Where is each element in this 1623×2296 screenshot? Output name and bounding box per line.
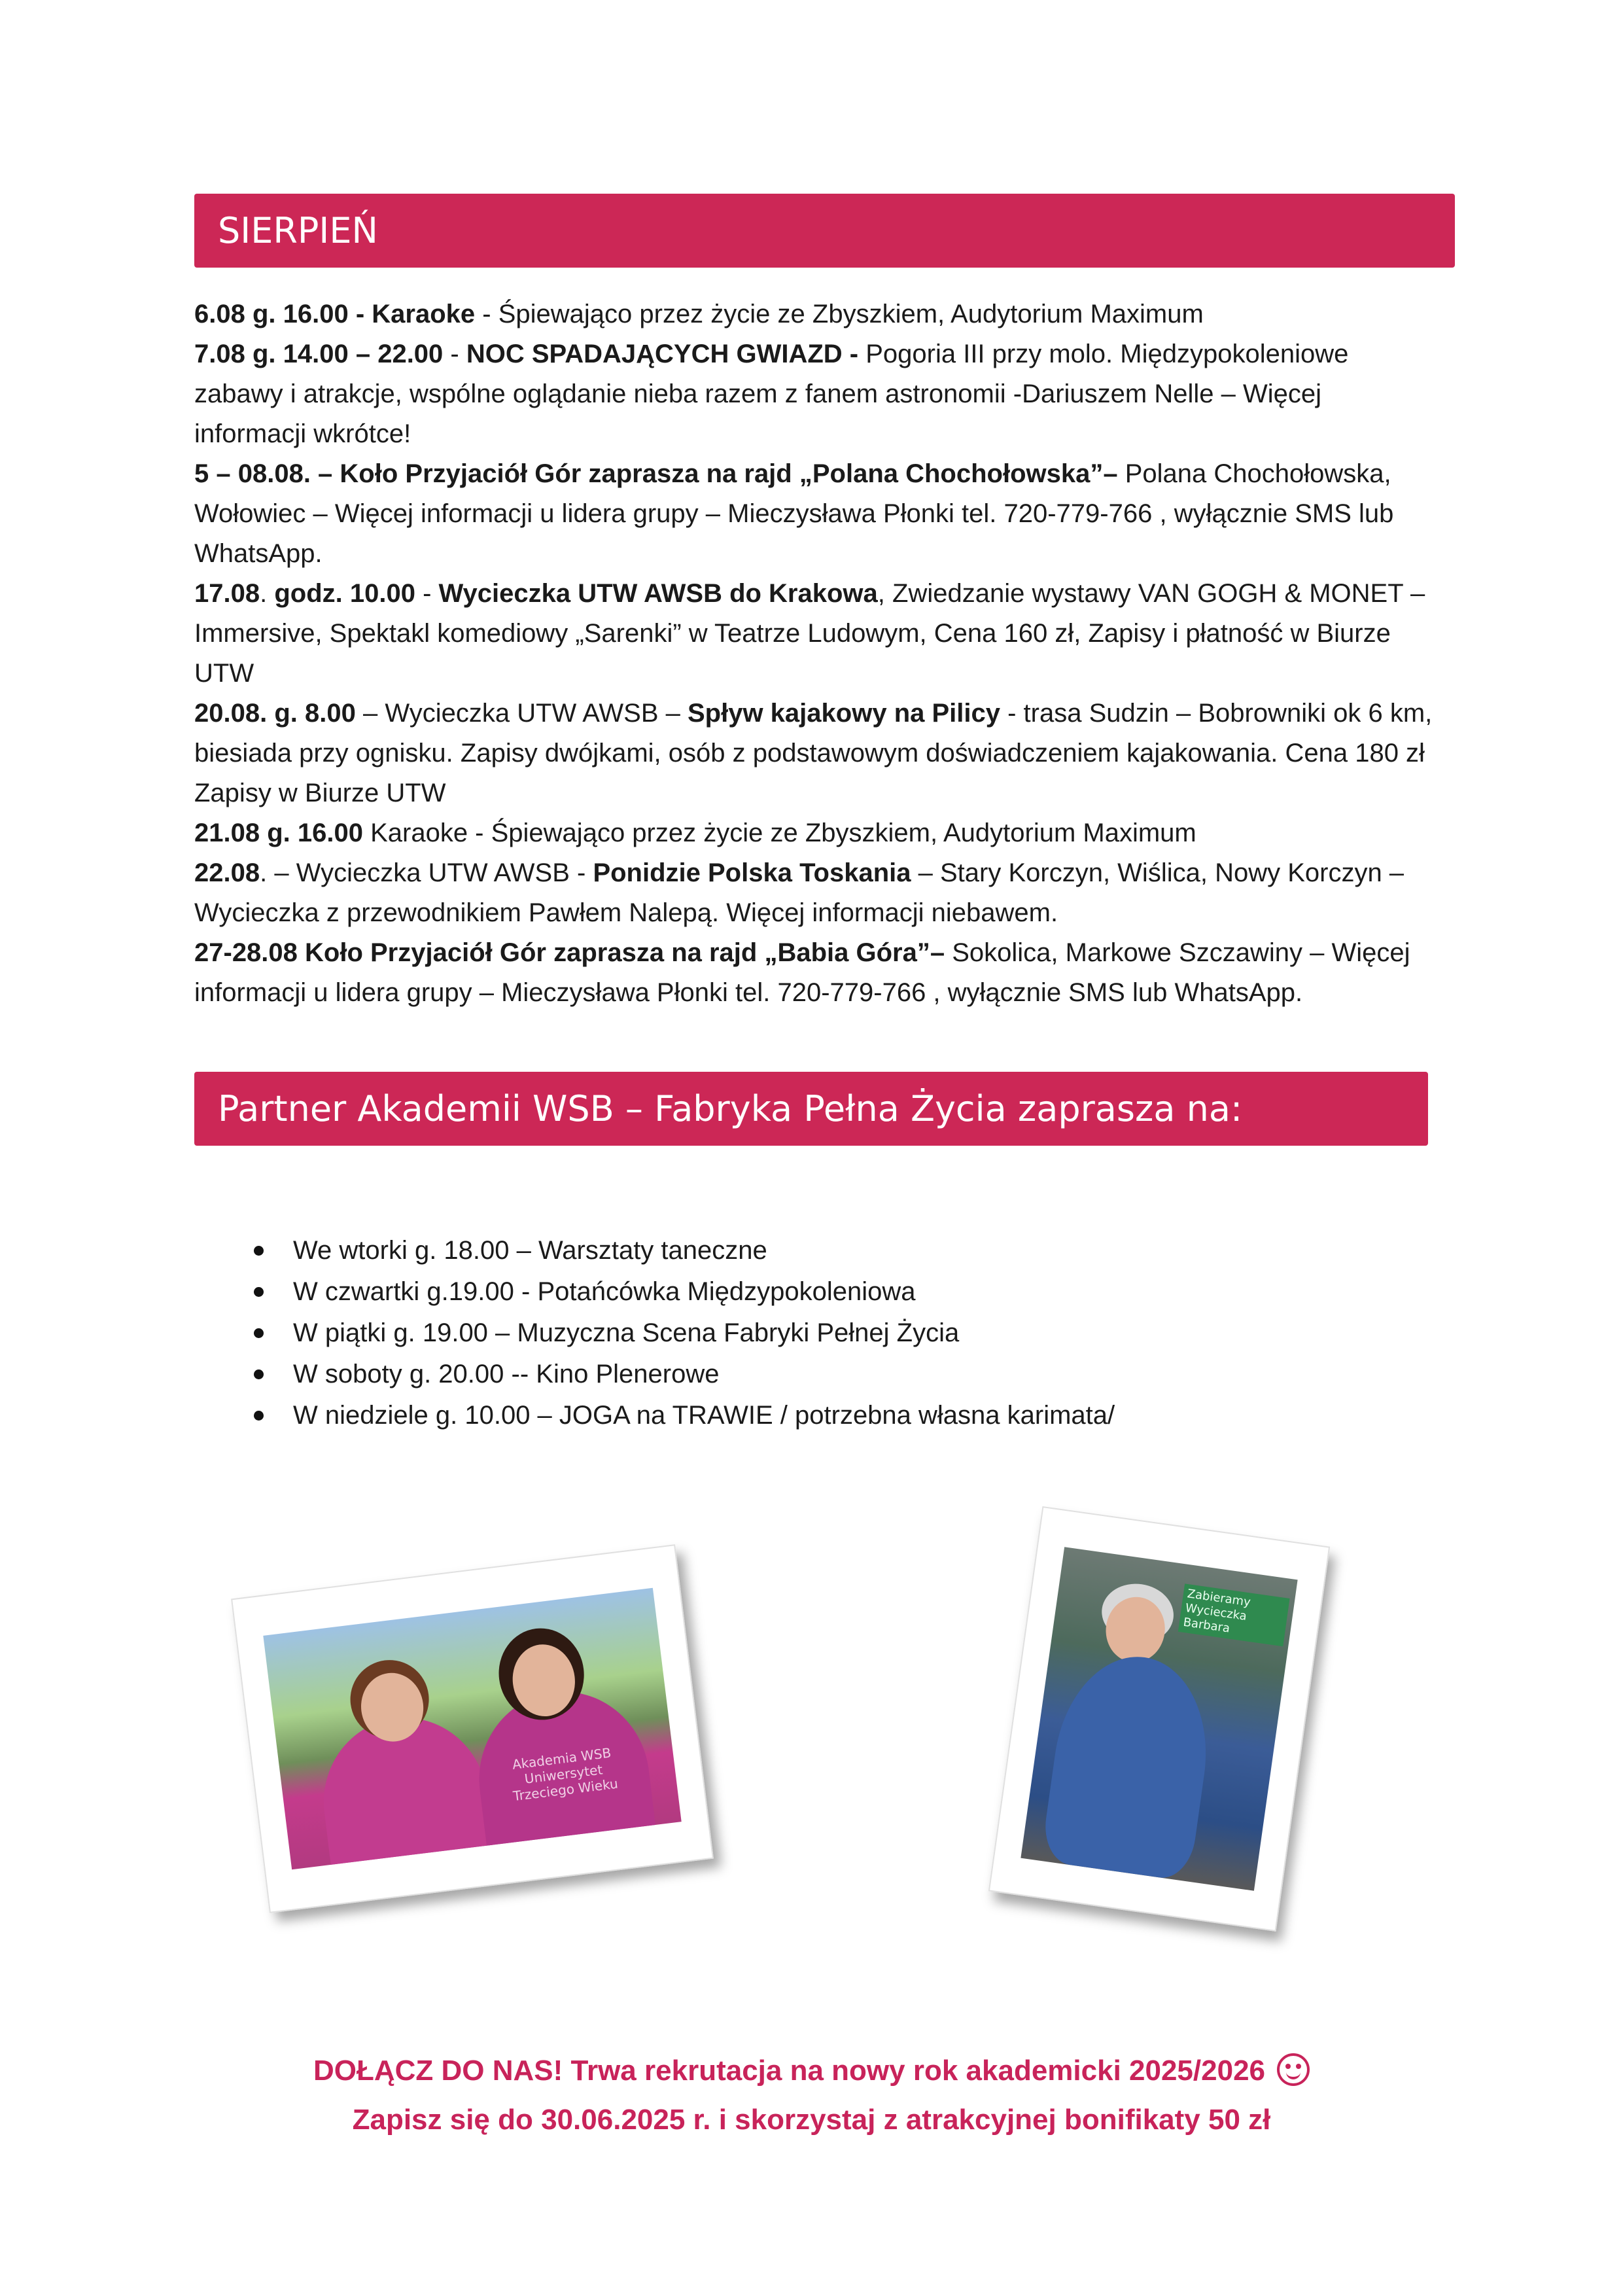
list-item: We wtorki g. 18.00 – Warsztaty taneczne — [254, 1230, 1431, 1271]
event-item: 21.08 g. 16.00 Karaoke - Śpiewająco przez życie ze Zbyszkiem, Audytorium Maximum — [194, 819, 1196, 847]
list-item: W soboty g. 20.00 -- Kino Plenerowe — [254, 1354, 1431, 1395]
partner-activity-list — [254, 1230, 1431, 1436]
event-item: 22.08. – Wycieczka UTW AWSB - Ponidzie Polska Toskania – Stary Korczyn, Wiślica, Nowy Korczyn – Wycieczka z przewodnikiem Pawłem Nalepą. Więcej informacji niebawem. — [194, 858, 1405, 927]
photo-karaoke — [1021, 1547, 1297, 1890]
bullet-icon — [254, 1328, 264, 1338]
bullet-icon — [254, 1287, 264, 1297]
event-item: 7.08 g. 14.00 – 22.00 - NOC SPADAJĄCYCH GWIAZD - Pogoria III przy molo. Międzypokoleniowe zabawy i atrakcje, wspólne oglądanie nieba razem z fanem astronomii -Dariuszem Nelle – Więcej informacji wkrótce! — [194, 340, 1349, 448]
bullet-icon — [254, 1411, 264, 1421]
event-item: 6.08 g. 16.00 - Karaoke - Śpiewająco przez życie ze Zbyszkiem, Audytorium Maximum — [194, 300, 1204, 328]
section-header-august — [194, 194, 1455, 268]
list-item: W piątki g. 19.00 – Muzyczna Scena Fabryki Pełnej Życia — [254, 1313, 1431, 1354]
recruitment-line: DOŁĄCZ DO NAS! Trwa rekrutacja na nowy rok akademicki 2025/2026 — [0, 2055, 1623, 2089]
photo-women-frame — [231, 1544, 714, 1913]
event-list — [194, 294, 1437, 1013]
event-item: 27-28.08 Koło Przyjaciół Gór zaprasza na rajd „Babia Góra”– Sokolica, Markowe Szczawiny – Więcej informacji u lidera grupy – Mieczysława Płonki tel. 720-779-766 , wyłącznie SMS lub WhatsApp. — [194, 938, 1410, 1007]
person-singer — [1040, 1647, 1219, 1882]
event-item: 20.08. g. 8.00 – Wycieczka UTW AWSB – Spływ kajakowy na Pilicy - trasa Sudzin – Bobrowniki ok 6 km, biesiada przy ognisku. Zapisy dwójkami, osób z podstawowym doświadczeniem kajakowania. Cena 180 zł Zapisy w Biurze UTW — [194, 699, 1433, 807]
list-item: W niedziele g. 10.00 – JOGA na TRAWIE / potrzebna własna karimata/ — [254, 1395, 1431, 1436]
photo-women — [263, 1588, 681, 1869]
bullet-icon — [254, 1369, 264, 1379]
screen-display: Zabieramy Wycieczka Barbara — [1178, 1583, 1290, 1646]
section-title: SIERPIEŃ — [218, 210, 378, 251]
list-item: W czwartki g.19.00 - Potańcówka Międzypokoleniowa — [254, 1271, 1431, 1313]
discount-line: Zapisz się do 30.06.2025 r. i skorzystaj z atrakcyjnej bonifikaty 50 zł — [352, 2104, 1271, 2136]
shirt-print: Akademia WSB Uniwersytet Trzeciego Wieku — [511, 1744, 619, 1805]
event-item: 17.08. godz. 10.00 - Wycieczka UTW AWSB do Krakowa, Zwiedzanie wystawy VAN GOGH & MONET – Immersive, Spektakl komediowy „Sarenki” w Teatrze Ludowym, Cena 160 zł, Zapisy i płatność w Biurze UTW — [194, 579, 1425, 688]
bullet-icon — [254, 1246, 264, 1256]
section-header-partner — [194, 1072, 1428, 1146]
section-title: Partner Akademii WSB – Fabryka Pełna Życia zaprasza na: — [218, 1088, 1243, 1129]
event-item: 5 – 08.08. – Koło Przyjaciół Gór zaprasza na rajd „Polana Chochołowska”– Polana Chochołowska, Wołowiec – Więcej informacji u lidera grupy – Mieczysława Płonki tel. 720-779-766 , wyłącznie SMS lub WhatsApp. — [194, 459, 1394, 568]
photo-karaoke-frame — [988, 1506, 1330, 1932]
smiley-icon — [1277, 2053, 1310, 2086]
